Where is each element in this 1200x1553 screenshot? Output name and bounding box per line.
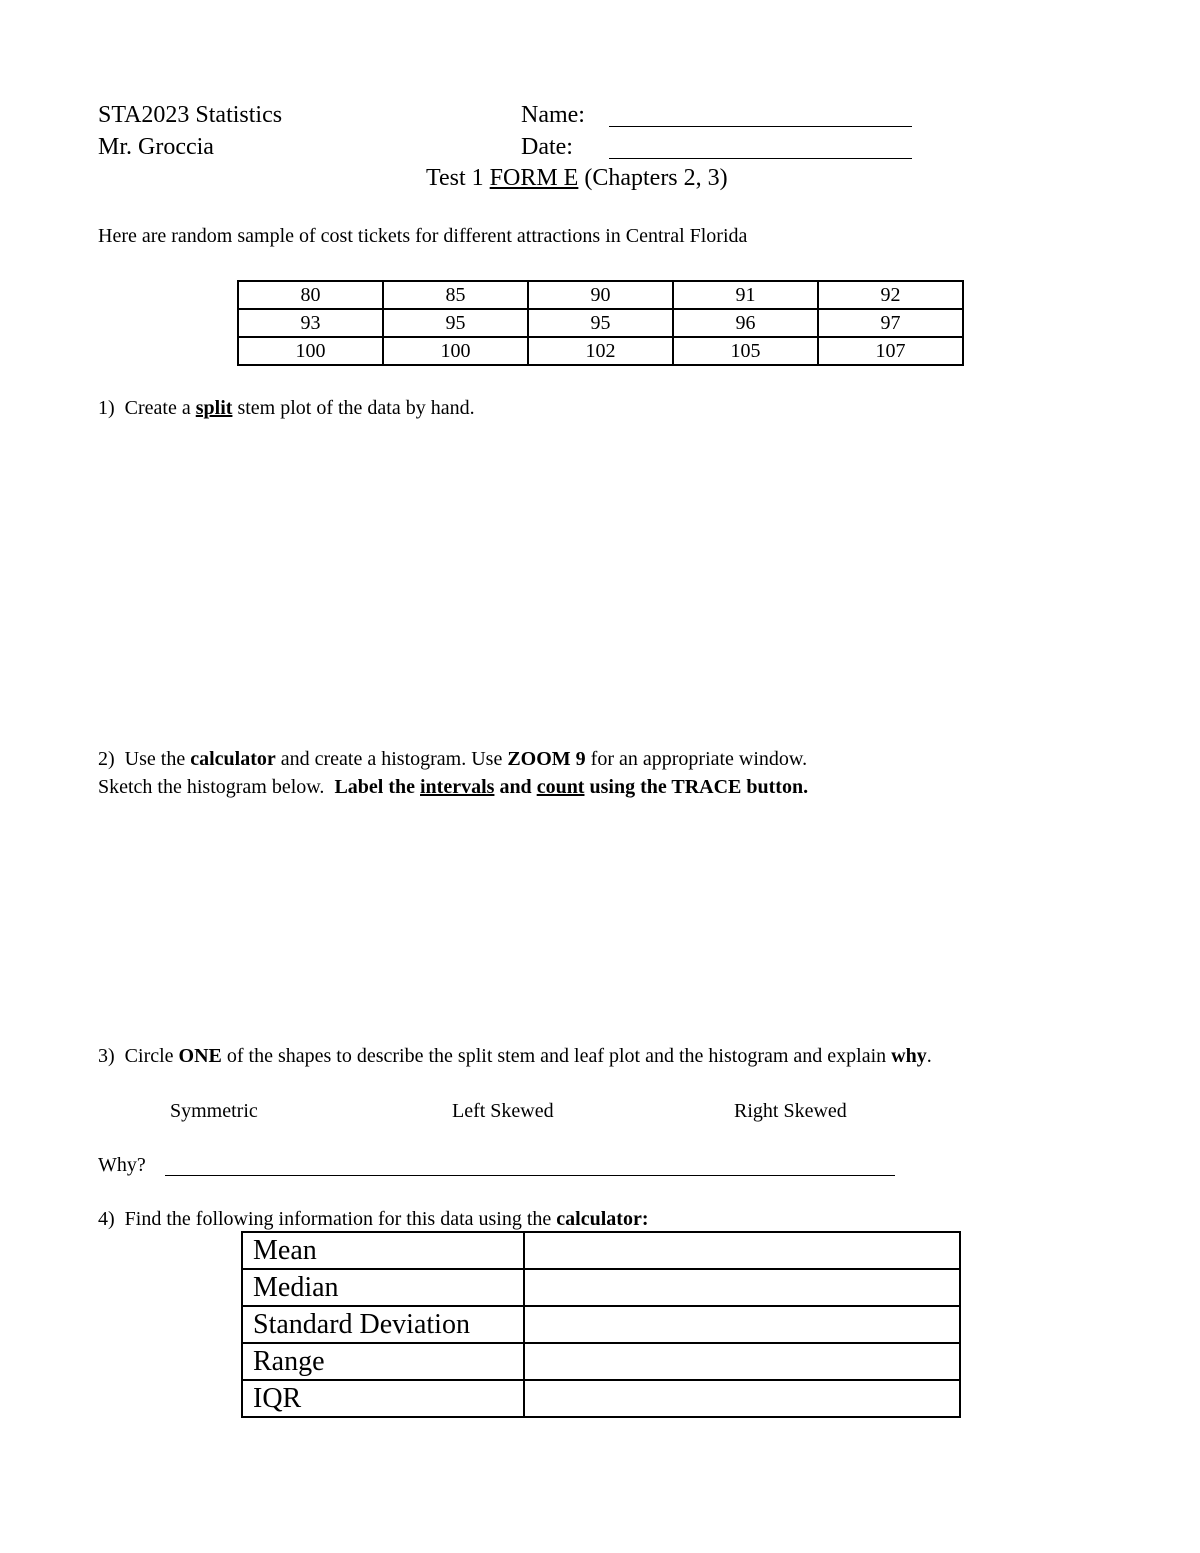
q1-text-split: split bbox=[195, 397, 233, 419]
table-cell: 100 bbox=[383, 337, 528, 365]
stem-plot-answer-area[interactable] bbox=[98, 430, 1098, 730]
date-field[interactable] bbox=[609, 136, 912, 164]
course-name: STA2023 Statistics bbox=[98, 102, 283, 128]
table-row bbox=[242, 1306, 960, 1343]
q3-text-bold: ONE bbox=[178, 1045, 222, 1067]
stat-answer-iqr[interactable] bbox=[524, 1380, 960, 1417]
table-row bbox=[238, 337, 963, 365]
question-number: 4) bbox=[98, 1208, 115, 1230]
test-title bbox=[426, 164, 728, 192]
q2-text-bold: Label the bbox=[334, 776, 415, 798]
shape-option-symmetric[interactable]: Symmetric bbox=[170, 1100, 258, 1122]
q1-text-a: Create a bbox=[124, 397, 191, 419]
test-title-suffix: (Chapters 2, 3) bbox=[584, 165, 728, 191]
q1-text-b: stem plot of the data by hand. bbox=[237, 397, 475, 419]
q2-text-bold: using the TRACE button. bbox=[589, 776, 809, 798]
q2-text-bold-underline: count bbox=[536, 776, 585, 798]
table-row bbox=[238, 281, 963, 309]
name-label: Name: bbox=[521, 102, 585, 128]
table-cell: 102 bbox=[528, 337, 673, 365]
table-cell: 93 bbox=[238, 309, 383, 337]
histogram-answer-area[interactable] bbox=[98, 810, 1098, 1030]
q2-text: Sketch the histogram below. bbox=[98, 776, 325, 798]
table-row bbox=[242, 1232, 960, 1269]
q3-text-bold: why bbox=[891, 1045, 927, 1067]
question-number: 1) bbox=[98, 397, 115, 419]
question-3 bbox=[98, 1044, 932, 1068]
table-cell: 80 bbox=[238, 281, 383, 309]
q3-text: of the shapes to describe the split stem and leaf plot and the histogram and explain bbox=[226, 1045, 887, 1067]
q3-text: . bbox=[926, 1045, 932, 1067]
stat-answer-standard-deviation[interactable] bbox=[524, 1306, 960, 1343]
test-title-form: FORM E bbox=[489, 165, 579, 191]
stat-label-range: Range bbox=[242, 1343, 524, 1380]
question-2-line-1 bbox=[98, 747, 807, 771]
table-cell: 95 bbox=[528, 309, 673, 337]
q2-text-bold: calculator bbox=[190, 748, 276, 770]
test-title-prefix: Test 1 bbox=[426, 165, 484, 191]
table-cell: 90 bbox=[528, 281, 673, 309]
shape-option-left-skewed[interactable]: Left Skewed bbox=[452, 1100, 554, 1122]
stat-label-mean: Mean bbox=[242, 1232, 524, 1269]
q2-text: and create a histogram. Use bbox=[280, 748, 503, 770]
question-1 bbox=[98, 396, 475, 420]
question-number: 3) bbox=[98, 1045, 115, 1067]
data-table bbox=[237, 280, 964, 366]
q2-text-bold: and bbox=[499, 776, 532, 798]
stat-answer-range[interactable] bbox=[524, 1343, 960, 1380]
name-field[interactable] bbox=[609, 104, 912, 132]
table-cell: 107 bbox=[818, 337, 963, 365]
table-cell: 85 bbox=[383, 281, 528, 309]
stat-label-median: Median bbox=[242, 1269, 524, 1306]
q2-text-bold: ZOOM 9 bbox=[507, 748, 586, 770]
statistics-table bbox=[241, 1231, 961, 1418]
table-cell: 100 bbox=[238, 337, 383, 365]
table-cell: 91 bbox=[673, 281, 818, 309]
table-cell: 92 bbox=[818, 281, 963, 309]
table-row bbox=[238, 309, 963, 337]
table-row bbox=[242, 1380, 960, 1417]
q2-text-bold-underline: intervals bbox=[420, 776, 495, 798]
stat-answer-mean[interactable] bbox=[524, 1232, 960, 1269]
teacher-name: Mr. Groccia bbox=[98, 134, 214, 160]
shape-option-right-skewed[interactable]: Right Skewed bbox=[734, 1100, 847, 1122]
q2-text: for an appropriate window. bbox=[590, 748, 808, 770]
stat-label-standard-deviation: Standard Deviation bbox=[242, 1306, 524, 1343]
question-4 bbox=[98, 1207, 648, 1231]
why-label: Why? bbox=[98, 1154, 146, 1176]
table-cell: 105 bbox=[673, 337, 818, 365]
table-cell: 97 bbox=[818, 309, 963, 337]
table-row bbox=[242, 1269, 960, 1306]
table-cell: 95 bbox=[383, 309, 528, 337]
q2-text: Use the bbox=[124, 748, 186, 770]
q3-text: Circle bbox=[124, 1045, 174, 1067]
q4-text-bold: calculator: bbox=[556, 1208, 649, 1230]
why-answer-field[interactable] bbox=[165, 1153, 895, 1181]
question-2-line-2 bbox=[98, 775, 808, 799]
q4-text: Find the following information for this data using the bbox=[124, 1208, 552, 1230]
table-row bbox=[242, 1343, 960, 1380]
table-cell: 96 bbox=[673, 309, 818, 337]
stat-label-iqr: IQR bbox=[242, 1380, 524, 1417]
question-number: 2) bbox=[98, 748, 115, 770]
date-label: Date: bbox=[521, 134, 573, 160]
intro-text: Here are random sample of cost tickets for different attractions in Central Florida bbox=[98, 225, 748, 247]
stat-answer-median[interactable] bbox=[524, 1269, 960, 1306]
